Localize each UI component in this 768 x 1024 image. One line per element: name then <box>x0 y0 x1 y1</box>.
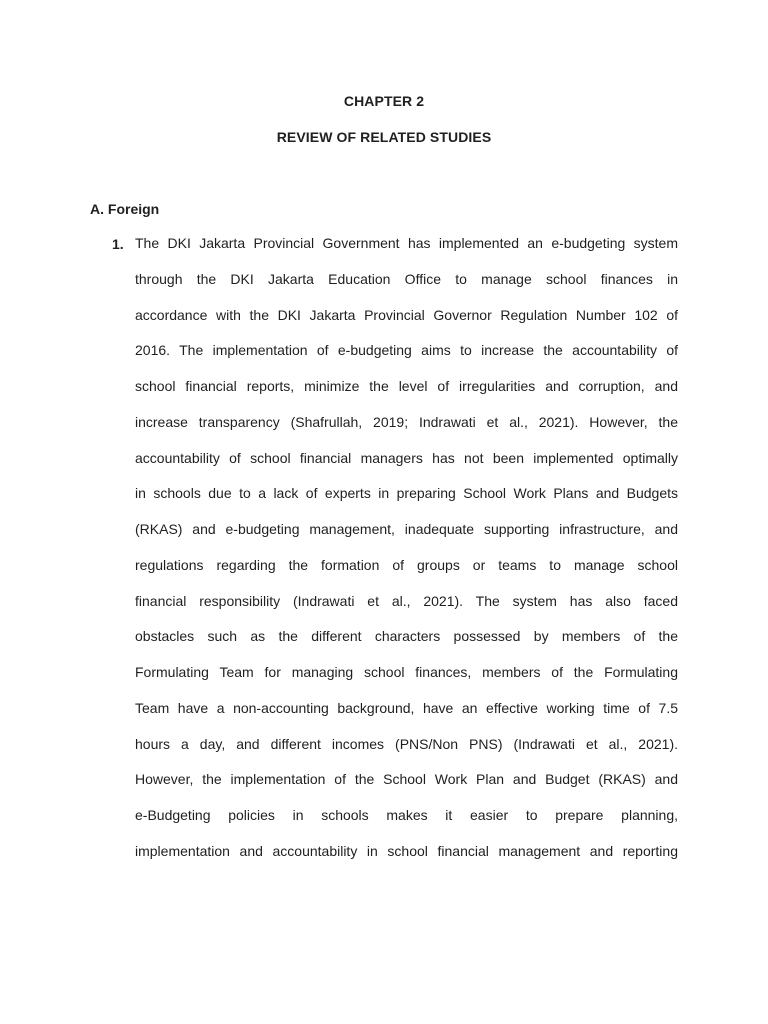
paragraph-line: Team have a non-accounting background, have an effective working time of 7.5 <box>135 699 678 716</box>
chapter-label: CHAPTER 2 <box>343 93 425 109</box>
list-item-body <box>135 226 678 870</box>
paragraph-line: However, the implementation of the School Work Plan and Budget (RKAS) and <box>135 771 678 788</box>
paragraph-line: school financial reports, minimize the level of irregularities and corruption, and <box>135 378 678 394</box>
paragraph-line: (RKAS) and e-budgeting management, inadequate supporting infrastructure, and <box>135 521 678 537</box>
paragraph-line: obstacles such as the different characters possessed by members of the <box>135 628 678 645</box>
paragraph-line: accountability of school financial managers has not been implemented optimally <box>135 449 678 466</box>
paragraph-line: hours a day, and different incomes (PNS/Non PNS) (Indrawati et al., 2021). <box>135 735 678 752</box>
paragraph-line: in schools due to a lack of experts in preparing School Work Plans and Budgets <box>135 485 678 502</box>
section-heading: A. Foreign <box>90 201 160 217</box>
paragraph-line: regulations regarding the formation of groups or teams to manage school <box>135 556 678 573</box>
paragraph-line: implementation and accountability in school financial management and reporting <box>135 842 678 859</box>
paragraph-line: increase transparency (Shafrullah, 2019; Indrawati et al., 2021). However, the <box>135 413 678 430</box>
chapter-title: REVIEW OF RELATED STUDIES <box>276 129 492 145</box>
paragraph-line: financial responsibility (Indrawati et al., 2021). The system has also faced <box>135 592 678 609</box>
list-item-number: 1. <box>112 236 124 252</box>
paragraph-line: Formulating Team for managing school finances, members of the Formulating <box>135 664 678 680</box>
paragraph-line: e-Budgeting policies in schools makes it easier to prepare planning, <box>135 807 678 823</box>
paragraph-line: The DKI Jakarta Provincial Government has implemented an e-budgeting system <box>135 235 678 251</box>
paragraph-line: accordance with the DKI Jakarta Provincial Governor Regulation Number 102 of <box>135 306 678 323</box>
paragraph-line: 2016. The implementation of e-budgeting aims to increase the accountability of <box>135 342 678 359</box>
paragraph-line: through the DKI Jakarta Education Office to manage school finances in <box>135 270 678 287</box>
